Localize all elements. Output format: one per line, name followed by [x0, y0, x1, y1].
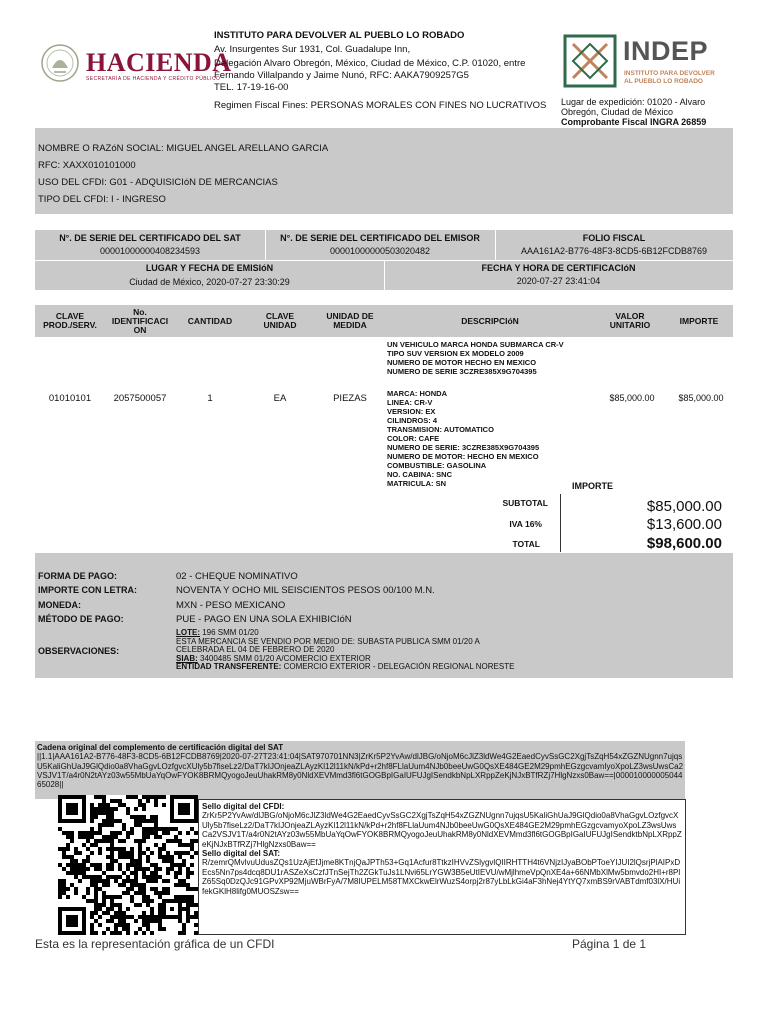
- qr-code: [58, 795, 198, 935]
- sello-sat-label: Sello digital del SAT:: [202, 849, 281, 859]
- fiscal-receipt-id: Comprobante Fiscal INGRA 26859: [561, 117, 707, 127]
- col-clave-unidad: [245, 305, 315, 337]
- issuer-info: [214, 30, 554, 112]
- row-importe: $85,000.00: [678, 393, 724, 403]
- issue-place-label: LUGAR Y FECHA DE EMISIóN: [145, 263, 274, 273]
- indep-emblem-icon: [563, 34, 617, 88]
- col-valor-2: UNITARIO: [609, 320, 651, 330]
- desc-line: NO. CABINA: SNC: [387, 470, 452, 479]
- cert-date-label: FECHA Y HORA DE CERTIFICACIóN: [481, 263, 636, 273]
- page-number: Página 1 de 1: [572, 937, 647, 951]
- row-unidad: PIEZAS: [333, 393, 367, 404]
- desc-line: MATRICULA: SN: [387, 479, 447, 488]
- col-clave-prod-2: PROD./SERV.: [43, 320, 97, 330]
- issuer-address-3: Fernando Villalpando y Jaime Nunó, RFC: AAKA7909257G5: [214, 70, 469, 81]
- indep-subtitle: [624, 70, 715, 86]
- hacienda-subtitle: SECRETARÍA DE HACIENDA Y CRÉDITO PÚBLICO: [86, 76, 221, 82]
- forma-pago-value: 02 - CHEQUE NOMINATIVO: [176, 571, 298, 582]
- issuer-phone: TEL. 17-19-16-00: [214, 82, 289, 93]
- row-description: [387, 340, 587, 488]
- col-importe: [665, 305, 733, 337]
- hacienda-wordmark: HACIENDA: [86, 48, 232, 77]
- moneda-label: MONEDA:: [38, 600, 81, 610]
- moneda-value: MXN - PESO MEXICANO: [176, 600, 286, 611]
- cert-date-value: 2020-07-27 23:41:04: [516, 276, 601, 286]
- desc-spacer: [387, 376, 587, 389]
- sello-cfdi-label: Sello digital del CFDI:: [202, 802, 285, 811]
- iva-label: IVA 16%: [509, 519, 542, 529]
- importe-letra-value: NOVENTA Y OCHO MIL SEISCIENTOS PESOS 00/100 M.N.: [176, 585, 435, 596]
- receptor-name: NOMBRE O RAZóN SOCIAL: MIGUEL ANGEL ARELLANO GARCIA: [38, 143, 329, 154]
- row-valor-unitario: $85,000.00: [609, 393, 655, 403]
- col-clave-unidad-1: CLAVE: [265, 311, 295, 321]
- row-identificacion: 2057500057: [113, 393, 167, 404]
- cadena-value: ||1.1|AAA161A2-B776-48F3-8CD5-6B12FCDB8769|2020-07-27T23:41:04|SAT970701NN3|ZrKr5P2YvAw/dlJBG/oNjoM6cJlZ3ldWe4G2EaedCyvSsGC2XgjTsZqH54xZGZNUgnn7ujqsU5KaliGhUaJ9GlQdio0a8VhaGgvLOzfgvcXUly5b7fiseLz2/DaT7kIJOnjeaZLAyzKl12l11kN/kPd+r2hf8FLlaUum4NJb0beeUwG0QsXE484GE2M29pmhEGzgcvamIyoXpoLZ3wsUwsCa2VSJV1T/a4r0N2tAYz03w55MbUaYqOwFYOK8BRMQyogoJeuUhakRM8y0NldXEVMmd3fl6tGOGBpIGaIUFUJgISendkbNpLXRppZeKjNJxBTfRZj7HlgNzxs0Baw==|00001000000504465028||: [37, 752, 684, 790]
- indep-wordmark: INDEP: [623, 36, 709, 66]
- qr-code-icon: [58, 795, 198, 935]
- col-descripcion: [385, 305, 595, 337]
- obs-entidad-label: ENTIDAD TRANSFERENTE:: [176, 662, 282, 672]
- row-clave: 01010101: [48, 393, 92, 404]
- desc-line: NUMERO DE MOTOR HECHO EN MEXICO: [387, 358, 537, 367]
- col-clave-unidad-2: UNIDAD: [263, 320, 297, 330]
- col-identificacion-1: No.: [133, 306, 147, 317]
- desc-line: UN VEHICULO MARCA HONDA SUBMARCA CR-V: [387, 340, 564, 349]
- obs-line: CELEBRADA EL 04 DE FEBRERO DE 2020: [176, 645, 335, 655]
- sello-sat-value: R/zemrQMvlvuUdusZQs1UzAjEfJjme8KTnjQaJPTh53+Gq1Acfur8TtkzIHVvZSlygvlQIIRHTTH4t6VNjzIJyaBObPToeYIJUI2lQsrjPlAIPxDEcs5Nn7ps4dcq8DU1rASZeXsCzfJTnSejTh2ZGkTuJs1LNvi65LrYGW3B5eUtIEVU/wMjlhmeVpQnXE4a+66NMbXlMw5bmvdo2HI+r8PlZ65Sq0DzQJc91GPvXP92MjuWBrFyA/7M8IUPELM58TMXCkwElrWuzS4orpj2r87yLbLkGi4aF3hNej4YtYQ7xmBS9rVABTdmf03lX/HUifekGKlH8lifg0MUOSZsw==: [202, 858, 681, 896]
- observaciones-label: OBSERVACIONES:: [38, 646, 120, 656]
- divider: [35, 260, 733, 261]
- desc-line: NUMERO DE SERIE 3CZRE385X9G704395: [387, 367, 537, 376]
- sat-serial-value: 00001000000408234593: [99, 246, 201, 256]
- footer-note: Esta es la representación gráfica de un CFDI: [35, 937, 275, 951]
- expedition-place: [561, 97, 741, 127]
- obs-siab-label: SIAB:: [176, 653, 198, 663]
- col-valor-1: VALOR: [615, 311, 645, 321]
- total-value: $98,600.00: [646, 535, 722, 552]
- issue-place-value: Ciudad de México, 2020-07-27 23:30:29: [129, 277, 290, 287]
- indep-logo: [563, 34, 733, 88]
- emisor-serial-value: 00001000000503020482: [329, 246, 431, 256]
- hacienda-logo: [40, 42, 232, 84]
- subtotal-value: $85,000.00: [646, 498, 722, 515]
- col-cantidad: [175, 305, 245, 337]
- obs-entidad-value: COMERCIO EXTERIOR - DELEGACIÓN REGIONAL NORESTE: [281, 662, 515, 672]
- expedition-line-2: Obregón, Ciudad de México: [561, 107, 674, 117]
- issuer-address-2: Delegación Alvaro Obregón, México, Ciudad de México, C.P. 01020, entre: [214, 58, 526, 69]
- desc-line: COMBUSTIBLE: GASOLINA: [387, 461, 487, 470]
- desc-line: NUMERO DE MOTOR: HECHO EN MEXICO: [387, 452, 539, 461]
- issuer-regimen: Regimen Fiscal Fines: PERSONAS MORALES CON FINES NO LUCRATIVOS: [214, 100, 547, 111]
- issuer-name: INSTITUTO PARA DEVOLVER AL PUEBLO LO ROBADO: [214, 30, 465, 41]
- col-clave-prod: [35, 305, 105, 337]
- desc-line: TIPO SUV VERSION EX MODELO 2009: [387, 349, 524, 358]
- emisor-serial-label: N°. DE SERIE DEL CERTIFICADO DEL EMISOR: [280, 233, 480, 243]
- desc-line: NUMERO DE SERIE: 3CZRE385X9G704395: [387, 443, 540, 452]
- col-importe-label: IMPORTE: [679, 315, 719, 326]
- col-identificacion: [105, 305, 175, 337]
- obs-line: ESTA MERCANCIA SE VENDIO POR MEDIO DE: SUBASTA PUBLICA SMM 01/20 A: [176, 636, 480, 646]
- col-identificacion-2: IDENTIFICACI: [111, 315, 169, 326]
- desc-line: TRANSMISION: AUTOMATICO: [387, 425, 494, 434]
- col-unidad: [315, 305, 385, 337]
- desc-line: CILINDROS: 4: [387, 416, 438, 425]
- sellos-block: [198, 799, 686, 935]
- metodo-pago-label: MÉTODO DE PAGO:: [38, 614, 124, 624]
- desc-line: VERSION: EX: [387, 407, 436, 416]
- receptor-rfc: RFC: XAXX010101000: [38, 160, 136, 171]
- col-descripcion-label: DESCRIPCIóN: [461, 315, 519, 326]
- desc-line: LINEA: CR-V: [387, 398, 433, 407]
- obs-lote-value: 196 SMM 01/20: [200, 628, 259, 637]
- certificate-series-block: [35, 230, 733, 290]
- iva-value: $13,600.00: [646, 516, 722, 533]
- sello-cfdi-value: ZrKr5P2YvAw/dlJBG/oNjoM6cJlZ3ldWe4G2EaedCyvSsGC2XgjTsZqH54xZGZNUgnn7ujqsU5KaliGhUaJ9GlQdio0a8VhaGgvLOzfgvcXUly5b7fiseLz2/DaT7kIJOnjeaZLAyzKl12l11kN/kPd+r2hf8FLlaUum4NJb0beeUwG0QsXE484GE2M29pmhEGzgcvamyoXpoLZ3wsUwsCa2VSJV1T/a4r0N2tAYz03w55MbUaYqOwFYOK8BRMQyogoJeuUhakRM8y0NldXEVMmd3fl6tGOGBpIGaIUFUJgISendktbNpLXRppZeKjNJxBTfRZj7HlgNzxs0Baw==: [202, 811, 682, 849]
- importe-label: IMPORTE: [572, 481, 614, 491]
- col-clave-prod-1: CLAVE: [55, 311, 85, 321]
- row-clave-unidad: EA: [273, 393, 287, 404]
- col-valor-unitario: [595, 305, 665, 337]
- subtotal-label: SUBTOTAL: [502, 498, 548, 508]
- folio-value: AAA161A2-B776-48F3-8CD5-6B12FCDB8769: [520, 246, 708, 256]
- cadena-label: Cadena original del complemento de certificación digital del SAT: [37, 743, 284, 752]
- payment-block: [35, 553, 733, 678]
- obs-lote-label: LOTE:: [176, 628, 200, 637]
- observaciones-text: [176, 629, 696, 672]
- national-seal-icon: [40, 42, 80, 84]
- forma-pago-label: FORMA DE PAGO:: [38, 571, 117, 581]
- row-cantidad: 1: [207, 393, 213, 404]
- issuer-address-1: Av. Insurgentes Sur 1931, Col. Guadalupe Inn,: [214, 44, 411, 55]
- obs-siab-value: 3400485 SMM 01/20 A/COMERCIO EXTERIOR: [197, 653, 371, 663]
- receptor-uso: USO DEL CFDI: G01 - ADQUISICIóN DE MERCANCIAS: [38, 177, 278, 188]
- desc-line: COLOR: CAFE: [387, 434, 440, 443]
- items-table-header: [35, 305, 733, 337]
- importe-letra-label: IMPORTE CON LETRA:: [38, 585, 137, 595]
- folio-label: FOLIO FISCAL: [582, 233, 646, 243]
- total-label: TOTAL: [512, 539, 540, 549]
- receptor-tipo: TIPO DEL CFDI: I - INGRESO: [38, 194, 166, 205]
- metodo-pago-value: PUE - PAGO EN UNA SOLA EXHIBICIóN: [176, 614, 352, 625]
- col-cantidad-label: CANTIDAD: [187, 315, 233, 326]
- indep-subtitle-2: AL PUEBLO LO ROBADO: [624, 78, 703, 85]
- col-unidad-2: MEDIDA: [333, 320, 367, 330]
- col-identificacion-3: ON: [133, 324, 147, 335]
- receptor-block: [35, 128, 733, 214]
- expedition-line-1: Lugar de expedición: 01020 - Alvaro: [561, 97, 706, 107]
- indep-subtitle-1: INSTITUTO PARA DEVOLVER: [624, 70, 715, 77]
- cadena-original-block: [35, 741, 685, 799]
- col-unidad-1: UNIDAD DE: [326, 311, 374, 321]
- sat-serial-label: N°. DE SERIE DEL CERTIFICADO DEL SAT: [59, 233, 241, 243]
- desc-line: MARCA: HONDA: [387, 389, 447, 398]
